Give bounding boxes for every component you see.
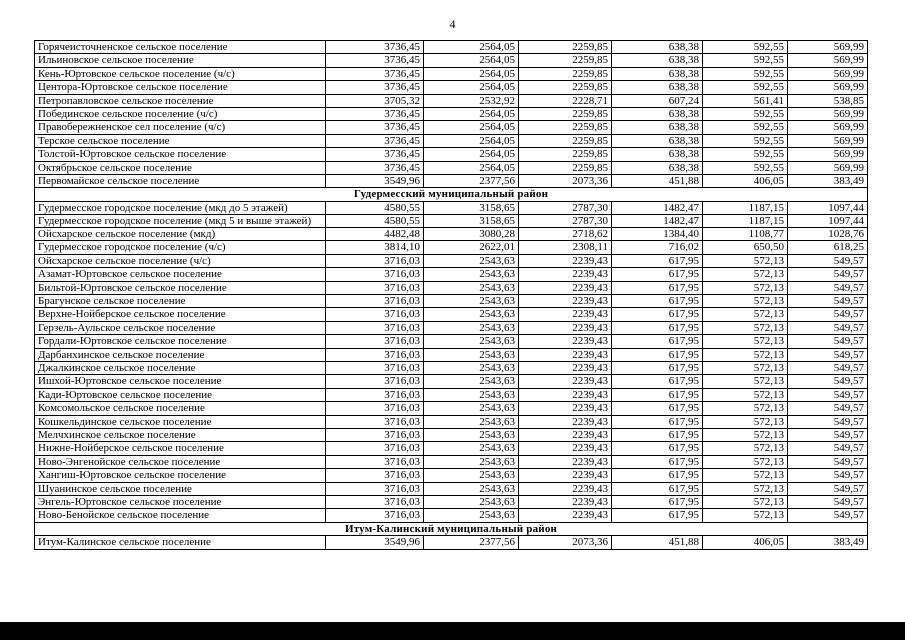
- settlement-name-cell: Кошкельдинское сельское поселение: [35, 415, 326, 428]
- value-cell: 3716,03: [326, 402, 424, 415]
- value-cell: 572,13: [703, 281, 788, 294]
- value-cell: 617,95: [612, 388, 703, 401]
- table-row: [35, 41, 868, 54]
- value-cell: 592,55: [703, 161, 788, 174]
- value-cell: 383,49: [788, 175, 868, 188]
- value-cell: 572,13: [703, 335, 788, 348]
- settlement-name-cell: Ойсхарское сельское поселение (мкд): [35, 227, 326, 240]
- value-cell: 549,57: [788, 442, 868, 455]
- value-cell: 617,95: [612, 375, 703, 388]
- table-row: [35, 254, 868, 267]
- settlement-name-cell: Первомайское сельское поселение: [35, 175, 326, 188]
- value-cell: 607,24: [612, 94, 703, 107]
- settlement-name-cell: Гудермесское городское поселение (мкд 5 и выше этажей): [35, 214, 326, 227]
- value-cell: 3158,65: [424, 214, 519, 227]
- settlement-name-cell: Петропавловское сельское поселение: [35, 94, 326, 107]
- value-cell: 2787,30: [519, 201, 612, 214]
- value-cell: 3716,03: [326, 281, 424, 294]
- value-cell: 2239,43: [519, 509, 612, 522]
- value-cell: 549,57: [788, 321, 868, 334]
- value-cell: 538,85: [788, 94, 868, 107]
- value-cell: 2259,85: [519, 148, 612, 161]
- value-cell: 569,99: [788, 54, 868, 67]
- table-row: [35, 241, 868, 254]
- value-cell: 569,99: [788, 148, 868, 161]
- value-cell: 617,95: [612, 308, 703, 321]
- settlement-name-cell: Гудермесское городское поселение (ч/с): [35, 241, 326, 254]
- value-cell: 617,95: [612, 321, 703, 334]
- value-cell: 549,57: [788, 496, 868, 509]
- value-cell: 2259,85: [519, 108, 612, 121]
- value-cell: 2564,05: [424, 121, 519, 134]
- value-cell: 2239,43: [519, 254, 612, 267]
- settlement-name-cell: Дарбанхинское сельское поселение: [35, 348, 326, 361]
- table-row: [35, 175, 868, 188]
- value-cell: 3716,03: [326, 335, 424, 348]
- value-cell: 3716,03: [326, 348, 424, 361]
- scan-bottom-edge: [0, 622, 905, 640]
- value-cell: 3716,03: [326, 388, 424, 401]
- tariff-table: [34, 40, 868, 550]
- value-cell: 2543,63: [424, 348, 519, 361]
- table-row: [35, 442, 868, 455]
- value-cell: 2543,63: [424, 321, 519, 334]
- value-cell: 3716,03: [326, 254, 424, 267]
- value-cell: 4580,55: [326, 201, 424, 214]
- value-cell: 2239,43: [519, 375, 612, 388]
- value-cell: 569,99: [788, 81, 868, 94]
- table-row: [35, 67, 868, 80]
- table-row: [35, 496, 868, 509]
- value-cell: 569,99: [788, 134, 868, 147]
- value-cell: 549,57: [788, 268, 868, 281]
- value-cell: 3736,45: [326, 54, 424, 67]
- value-cell: 2564,05: [424, 41, 519, 54]
- value-cell: 3716,03: [326, 469, 424, 482]
- value-cell: 2543,63: [424, 496, 519, 509]
- value-cell: 2622,01: [424, 241, 519, 254]
- value-cell: 2564,05: [424, 54, 519, 67]
- value-cell: 592,55: [703, 81, 788, 94]
- table-row: [35, 455, 868, 468]
- value-cell: 549,57: [788, 361, 868, 374]
- section-title: Итум-Калинский муниципальный район: [35, 522, 868, 535]
- table-row: [35, 214, 868, 227]
- value-cell: 3705,32: [326, 94, 424, 107]
- settlement-name-cell: Мелчхинское сельское поселение: [35, 428, 326, 441]
- value-cell: 2543,63: [424, 415, 519, 428]
- value-cell: 549,57: [788, 482, 868, 495]
- value-cell: 592,55: [703, 121, 788, 134]
- value-cell: 3716,03: [326, 294, 424, 307]
- value-cell: 2259,85: [519, 41, 612, 54]
- value-cell: 1097,44: [788, 214, 868, 227]
- table-row: [35, 108, 868, 121]
- settlement-name-cell: Кень-Юртовское сельское поселение (ч/с): [35, 67, 326, 80]
- value-cell: 2228,71: [519, 94, 612, 107]
- value-cell: 2239,43: [519, 496, 612, 509]
- value-cell: 638,38: [612, 67, 703, 80]
- value-cell: 2543,63: [424, 509, 519, 522]
- value-cell: 2564,05: [424, 134, 519, 147]
- table-row: [35, 536, 868, 549]
- value-cell: 592,55: [703, 108, 788, 121]
- value-cell: 2543,63: [424, 402, 519, 415]
- value-cell: 2239,43: [519, 294, 612, 307]
- value-cell: 638,38: [612, 81, 703, 94]
- value-cell: 572,13: [703, 482, 788, 495]
- value-cell: 2073,36: [519, 536, 612, 549]
- value-cell: 2239,43: [519, 469, 612, 482]
- value-cell: 617,95: [612, 268, 703, 281]
- settlement-name-cell: Бильтой-Юртовское сельское поселение: [35, 281, 326, 294]
- value-cell: 592,55: [703, 67, 788, 80]
- value-cell: 451,88: [612, 175, 703, 188]
- value-cell: 3158,65: [424, 201, 519, 214]
- settlement-name-cell: Шуанинское сельское поселение: [35, 482, 326, 495]
- value-cell: 572,13: [703, 388, 788, 401]
- value-cell: 2377,56: [424, 175, 519, 188]
- value-cell: 2239,43: [519, 442, 612, 455]
- value-cell: 572,13: [703, 415, 788, 428]
- value-cell: 2239,43: [519, 402, 612, 415]
- table-row: [35, 348, 868, 361]
- settlement-name-cell: Хангиш-Юртовское сельское поселение: [35, 469, 326, 482]
- value-cell: 617,95: [612, 281, 703, 294]
- value-cell: 2564,05: [424, 148, 519, 161]
- value-cell: 572,13: [703, 268, 788, 281]
- section-header-row: [35, 188, 868, 201]
- table-row: [35, 415, 868, 428]
- value-cell: 2259,85: [519, 81, 612, 94]
- value-cell: 3736,45: [326, 108, 424, 121]
- value-cell: 592,55: [703, 148, 788, 161]
- settlement-name-cell: Гудермесское городское поселение (мкд до 5 этажей): [35, 201, 326, 214]
- value-cell: 2543,63: [424, 388, 519, 401]
- value-cell: 2239,43: [519, 268, 612, 281]
- value-cell: 3080,28: [424, 227, 519, 240]
- value-cell: 2564,05: [424, 67, 519, 80]
- value-cell: 617,95: [612, 254, 703, 267]
- value-cell: 2543,63: [424, 375, 519, 388]
- value-cell: 2239,43: [519, 415, 612, 428]
- section-title: Гудермесский муниципальный район: [35, 188, 868, 201]
- value-cell: 617,95: [612, 361, 703, 374]
- settlement-name-cell: Гордали-Юртовское сельское поселение: [35, 335, 326, 348]
- table-row: [35, 469, 868, 482]
- value-cell: 549,57: [788, 375, 868, 388]
- value-cell: 549,57: [788, 402, 868, 415]
- value-cell: 549,57: [788, 469, 868, 482]
- value-cell: 617,95: [612, 509, 703, 522]
- value-cell: 3716,03: [326, 321, 424, 334]
- value-cell: 2239,43: [519, 361, 612, 374]
- table-row: [35, 388, 868, 401]
- value-cell: 617,95: [612, 335, 703, 348]
- value-cell: 2259,85: [519, 67, 612, 80]
- value-cell: 617,95: [612, 415, 703, 428]
- value-cell: 650,50: [703, 241, 788, 254]
- value-cell: 638,38: [612, 54, 703, 67]
- settlement-name-cell: Терское сельское поселение: [35, 134, 326, 147]
- value-cell: 2259,85: [519, 161, 612, 174]
- settlement-name-cell: Ново-Энгенойское сельское поселение: [35, 455, 326, 468]
- value-cell: 2239,43: [519, 348, 612, 361]
- value-cell: 3716,03: [326, 428, 424, 441]
- value-cell: 406,05: [703, 536, 788, 549]
- value-cell: 4482,48: [326, 227, 424, 240]
- value-cell: 617,95: [612, 496, 703, 509]
- value-cell: 617,95: [612, 402, 703, 415]
- value-cell: 638,38: [612, 161, 703, 174]
- table-row: [35, 509, 868, 522]
- settlement-name-cell: Ишхой-Юртовское сельское поселение: [35, 375, 326, 388]
- settlement-name-cell: Азамат-Юртовское сельское поселение: [35, 268, 326, 281]
- value-cell: 2543,63: [424, 308, 519, 321]
- value-cell: 2543,63: [424, 294, 519, 307]
- value-cell: 3716,03: [326, 375, 424, 388]
- table-row: [35, 335, 868, 348]
- value-cell: 383,49: [788, 536, 868, 549]
- value-cell: 617,95: [612, 428, 703, 441]
- value-cell: 2259,85: [519, 121, 612, 134]
- value-cell: 2564,05: [424, 108, 519, 121]
- value-cell: 2543,63: [424, 281, 519, 294]
- value-cell: 2239,43: [519, 428, 612, 441]
- settlement-name-cell: Ильиновское сельское поселение: [35, 54, 326, 67]
- value-cell: 2259,85: [519, 54, 612, 67]
- table-row: [35, 121, 868, 134]
- value-cell: 2532,92: [424, 94, 519, 107]
- value-cell: 592,55: [703, 54, 788, 67]
- table-row: [35, 201, 868, 214]
- value-cell: 2787,30: [519, 214, 612, 227]
- table-row: [35, 375, 868, 388]
- value-cell: 572,13: [703, 509, 788, 522]
- value-cell: 3736,45: [326, 134, 424, 147]
- value-cell: 4580,55: [326, 214, 424, 227]
- settlement-name-cell: Октябрьское сельское поселение: [35, 161, 326, 174]
- value-cell: 572,13: [703, 442, 788, 455]
- value-cell: 716,02: [612, 241, 703, 254]
- value-cell: 569,99: [788, 67, 868, 80]
- value-cell: 2239,43: [519, 321, 612, 334]
- value-cell: 572,13: [703, 294, 788, 307]
- value-cell: 617,95: [612, 482, 703, 495]
- value-cell: 2543,63: [424, 335, 519, 348]
- value-cell: 638,38: [612, 41, 703, 54]
- settlement-name-cell: Герзель-Аульское сельское поселение: [35, 321, 326, 334]
- table-row: [35, 321, 868, 334]
- table-row: [35, 482, 868, 495]
- settlement-name-cell: Нижне-Нойберское сельское поселение: [35, 442, 326, 455]
- table-row: [35, 428, 868, 441]
- value-cell: 3736,45: [326, 67, 424, 80]
- value-cell: 549,57: [788, 335, 868, 348]
- value-cell: 2543,63: [424, 268, 519, 281]
- table-body: [35, 41, 868, 550]
- value-cell: 592,55: [703, 134, 788, 147]
- table-row: [35, 268, 868, 281]
- table-row: [35, 94, 868, 107]
- table-row: [35, 54, 868, 67]
- value-cell: 406,05: [703, 175, 788, 188]
- settlement-name-cell: Кади-Юртовское сельское поселение: [35, 388, 326, 401]
- table-row: [35, 294, 868, 307]
- value-cell: 618,25: [788, 241, 868, 254]
- table-row: [35, 134, 868, 147]
- settlement-name-cell: Правобережненское сел поселение (ч/с): [35, 121, 326, 134]
- value-cell: 3736,45: [326, 121, 424, 134]
- value-cell: 561,41: [703, 94, 788, 107]
- value-cell: 2564,05: [424, 161, 519, 174]
- value-cell: 2073,36: [519, 175, 612, 188]
- value-cell: 3549,96: [326, 536, 424, 549]
- settlement-name-cell: Побединское сельское поселение (ч/с): [35, 108, 326, 121]
- table-row: [35, 161, 868, 174]
- table-row: [35, 148, 868, 161]
- value-cell: 3549,96: [326, 175, 424, 188]
- value-cell: 638,38: [612, 121, 703, 134]
- value-cell: 3716,03: [326, 268, 424, 281]
- value-cell: 569,99: [788, 41, 868, 54]
- value-cell: 2543,63: [424, 482, 519, 495]
- value-cell: 572,13: [703, 254, 788, 267]
- value-cell: 572,13: [703, 321, 788, 334]
- value-cell: 617,95: [612, 469, 703, 482]
- value-cell: 549,57: [788, 455, 868, 468]
- table-row: [35, 227, 868, 240]
- value-cell: 2543,63: [424, 469, 519, 482]
- value-cell: 3716,03: [326, 496, 424, 509]
- value-cell: 549,57: [788, 348, 868, 361]
- value-cell: 2239,43: [519, 388, 612, 401]
- value-cell: 451,88: [612, 536, 703, 549]
- value-cell: 549,57: [788, 254, 868, 267]
- table-row: [35, 402, 868, 415]
- settlement-name-cell: Горячеисточненское сельское поселение: [35, 41, 326, 54]
- value-cell: 549,57: [788, 415, 868, 428]
- value-cell: 549,57: [788, 388, 868, 401]
- value-cell: 549,57: [788, 294, 868, 307]
- value-cell: 2718,62: [519, 227, 612, 240]
- value-cell: 2543,63: [424, 442, 519, 455]
- value-cell: 2543,63: [424, 361, 519, 374]
- value-cell: 572,13: [703, 402, 788, 415]
- value-cell: 592,55: [703, 41, 788, 54]
- value-cell: 2377,56: [424, 536, 519, 549]
- value-cell: 2259,85: [519, 134, 612, 147]
- value-cell: 3736,45: [326, 41, 424, 54]
- value-cell: 1482,47: [612, 201, 703, 214]
- settlement-name-cell: Джалкинское сельское поселение: [35, 361, 326, 374]
- value-cell: 572,13: [703, 428, 788, 441]
- value-cell: 1384,40: [612, 227, 703, 240]
- value-cell: 572,13: [703, 361, 788, 374]
- value-cell: 572,13: [703, 455, 788, 468]
- settlement-name-cell: Брагунское сельское поселение: [35, 294, 326, 307]
- value-cell: 1097,44: [788, 201, 868, 214]
- value-cell: 572,13: [703, 348, 788, 361]
- section-header-row: [35, 522, 868, 535]
- value-cell: 2239,43: [519, 482, 612, 495]
- value-cell: 3716,03: [326, 442, 424, 455]
- value-cell: 3716,03: [326, 509, 424, 522]
- value-cell: 3716,03: [326, 482, 424, 495]
- value-cell: 3736,45: [326, 161, 424, 174]
- value-cell: 569,99: [788, 108, 868, 121]
- value-cell: 3736,45: [326, 81, 424, 94]
- value-cell: 3716,03: [326, 308, 424, 321]
- settlement-name-cell: Толстой-Юртовское сельское поселение: [35, 148, 326, 161]
- value-cell: 3814,10: [326, 241, 424, 254]
- value-cell: 1187,15: [703, 214, 788, 227]
- value-cell: 1028,76: [788, 227, 868, 240]
- value-cell: 2543,63: [424, 254, 519, 267]
- value-cell: 2543,63: [424, 455, 519, 468]
- value-cell: 1187,15: [703, 201, 788, 214]
- value-cell: 3736,45: [326, 148, 424, 161]
- value-cell: 3716,03: [326, 361, 424, 374]
- settlement-name-cell: Верхне-Нойберское сельское поселение: [35, 308, 326, 321]
- settlement-name-cell: Энгель-Юртовское сельское поселение: [35, 496, 326, 509]
- settlement-name-cell: Итум-Калинское сельское поселение: [35, 536, 326, 549]
- value-cell: 2239,43: [519, 308, 612, 321]
- value-cell: 572,13: [703, 308, 788, 321]
- settlement-name-cell: Ново-Бенойское сельское поселение: [35, 509, 326, 522]
- value-cell: 572,13: [703, 375, 788, 388]
- table-row: [35, 81, 868, 94]
- page-number: 4: [449, 17, 456, 31]
- value-cell: 3716,03: [326, 455, 424, 468]
- settlement-name-cell: Комсомольское сельское поселение: [35, 402, 326, 415]
- value-cell: 549,57: [788, 308, 868, 321]
- settlement-name-cell: Центора-Юртовское сельское поселение: [35, 81, 326, 94]
- value-cell: 569,99: [788, 161, 868, 174]
- table-row: [35, 308, 868, 321]
- value-cell: 2543,63: [424, 428, 519, 441]
- value-cell: 617,95: [612, 294, 703, 307]
- value-cell: 549,57: [788, 428, 868, 441]
- value-cell: 617,95: [612, 348, 703, 361]
- value-cell: 2239,43: [519, 335, 612, 348]
- value-cell: 617,95: [612, 442, 703, 455]
- value-cell: 1482,47: [612, 214, 703, 227]
- value-cell: 2239,43: [519, 455, 612, 468]
- value-cell: 572,13: [703, 496, 788, 509]
- value-cell: 2308,11: [519, 241, 612, 254]
- table-row: [35, 361, 868, 374]
- value-cell: 569,99: [788, 121, 868, 134]
- value-cell: 549,57: [788, 509, 868, 522]
- value-cell: 1108,77: [703, 227, 788, 240]
- value-cell: 572,13: [703, 469, 788, 482]
- value-cell: 2239,43: [519, 281, 612, 294]
- value-cell: 638,38: [612, 134, 703, 147]
- value-cell: 2564,05: [424, 81, 519, 94]
- value-cell: 617,95: [612, 455, 703, 468]
- value-cell: 638,38: [612, 148, 703, 161]
- settlement-name-cell: Ойсхарское сельское поселение (ч/с): [35, 254, 326, 267]
- value-cell: 549,57: [788, 281, 868, 294]
- value-cell: 638,38: [612, 108, 703, 121]
- value-cell: 3716,03: [326, 415, 424, 428]
- table-row: [35, 281, 868, 294]
